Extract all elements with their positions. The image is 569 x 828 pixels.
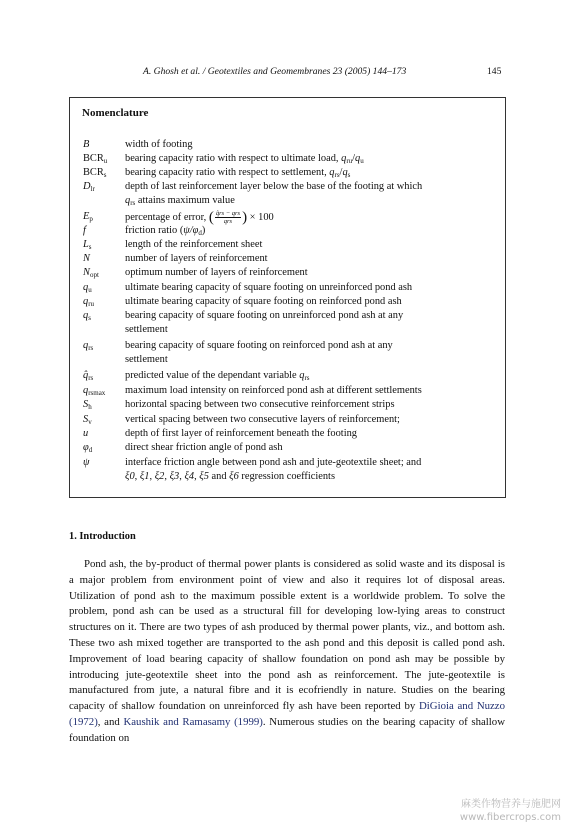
running-head bbox=[0, 64, 569, 80]
symbol: $BCR_s$ bbox=[83, 167, 107, 179]
symbol: $N_{opt}$ bbox=[83, 267, 99, 279]
definition: maximum load intensity on reinforced pond ash at different settlements bbox=[125, 385, 422, 396]
symbol: $q_{rsmax}$ bbox=[83, 385, 106, 397]
running-title: A. Ghosh et al. / Geotextiles and Geomembranes 23 (2005) 144–173 bbox=[143, 66, 407, 77]
definition: bearing capacity of square footing on reinforced pond ash at any settlement bbox=[125, 340, 393, 366]
symbol: $S_v$ bbox=[83, 414, 92, 426]
definition: ultimate bearing capacity of square footing on reinforced pond ash bbox=[125, 296, 402, 307]
symbol: N bbox=[83, 253, 90, 264]
paragraph: Pond ash, the by-product of thermal power plants is considered as solid waste and its disposal is a major problem from environment point of view and also it requires lot of disposal areas. Utilization of pond ash to the maximum possible extent is a worldwide problem. To solve the problem, pond ash can be used as a structural fill for developing low-lying areas to construct structures on it. There are two types of ash produced by thermal power plants, viz., and bottom ash. These two ash mixed together are transported to the ash pond and this deposit is called pond ash. Improvement of load bearing capacity of shallow foundation on pond ash may be possible by introducing jute-geotextile sheet into the pond ash as reinforcement. The jute-geotextile is manufactured from jute, a natural fibre and it is ecofriendly in nature. Studies on the bearing capacity of shallow foundation on unreinforced fly ash have been reported by DiGioia and Nuzzo (1972), and Kaushik and Ramasamy (1999). Numerous studies on the bearing capacity of shallow foundation on bbox=[69, 558, 505, 744]
symbol: u bbox=[83, 428, 89, 439]
definition: width of footing bbox=[125, 139, 193, 150]
definition: ultimate bearing capacity of square footing on unreinforced pond ash bbox=[125, 282, 413, 293]
section-heading: 1. Introduction bbox=[69, 531, 136, 542]
watermark-line: www.fibercrops.com bbox=[459, 812, 561, 823]
symbol: $q_{rs}$ bbox=[83, 340, 94, 352]
definition: length of the reinforcement sheet bbox=[125, 239, 263, 250]
nomenclature-box bbox=[69, 97, 506, 498]
citation-link[interactable]: Kaushik and Ramasamy (1999) bbox=[123, 715, 263, 728]
definition: vertical spacing between two consecutive layers of reinforcement; bbox=[125, 414, 400, 425]
symbol: $\varphi_d$ bbox=[83, 442, 93, 454]
definition: percentage of error, ( $\frac{\text{q̂rs − qrs}}{\text{qrs}}$ ) × 100 bbox=[125, 209, 274, 226]
symbol: $L_s$ bbox=[83, 239, 92, 251]
symbol: $BCR_u$ bbox=[83, 153, 108, 165]
definition: optimum number of layers of reinforcement bbox=[125, 267, 308, 278]
definition: depth of first layer of reinforcement beneath the footing bbox=[125, 428, 357, 439]
nomenclature-title: Nomenclature bbox=[82, 107, 149, 119]
symbol: $S_h$ bbox=[83, 399, 92, 411]
definition: friction ratio $(\psi/\varphi_d)$ bbox=[125, 225, 206, 237]
symbol: $q_u$ bbox=[83, 282, 92, 294]
symbol: $q̂_{rs}$ bbox=[83, 370, 94, 382]
introduction-body bbox=[69, 557, 505, 747]
symbol: $E_p$ bbox=[83, 211, 93, 223]
definition: horizontal spacing between two consecutive reinforcement strips bbox=[125, 399, 395, 410]
watermark bbox=[431, 798, 561, 824]
watermark-line: 麻类作物营养与施肥网 bbox=[461, 799, 561, 810]
error-fraction: $\frac{\text{q̂rs − qrs}}{\text{qrs}}$ bbox=[215, 210, 241, 225]
definition: bearing capacity of square footing on unreinforced pond ash at any settlement bbox=[125, 310, 404, 336]
symbol: $q_s$ bbox=[83, 310, 91, 322]
definition: number of layers of reinforcement bbox=[125, 253, 268, 264]
definition: direct shear friction angle of pond ash bbox=[125, 442, 283, 453]
symbol: ψ bbox=[83, 457, 90, 468]
symbol: f bbox=[83, 225, 86, 236]
definition: interface friction angle between pond ash and jute-geotextile sheet; and ξ0, ξ1, ξ2, ξ3, ξ4, ξ5 and ξ6 regression coefficients bbox=[125, 457, 422, 483]
symbol: $q_{ru}$ bbox=[83, 296, 95, 308]
definition: predicted value of the dependant variable $q_{rs}$ bbox=[125, 370, 310, 382]
definition: bearing capacity ratio with respect to ultimate load, $q_{ru}/q_u$ bbox=[125, 153, 364, 165]
symbol: B bbox=[83, 139, 90, 150]
definition: depth of last reinforcement layer below the base of the footing at which $q_{rs}$ attains maximum value bbox=[125, 181, 423, 208]
definition: bearing capacity ratio with respect to settlement, $q_{rs}/q_s$ bbox=[125, 167, 351, 179]
symbol: $D_{lr}$ bbox=[83, 181, 95, 193]
page-number: 145 bbox=[487, 66, 502, 77]
citation-link[interactable]: DiGioia and Nuzzo (1972) bbox=[69, 700, 505, 728]
